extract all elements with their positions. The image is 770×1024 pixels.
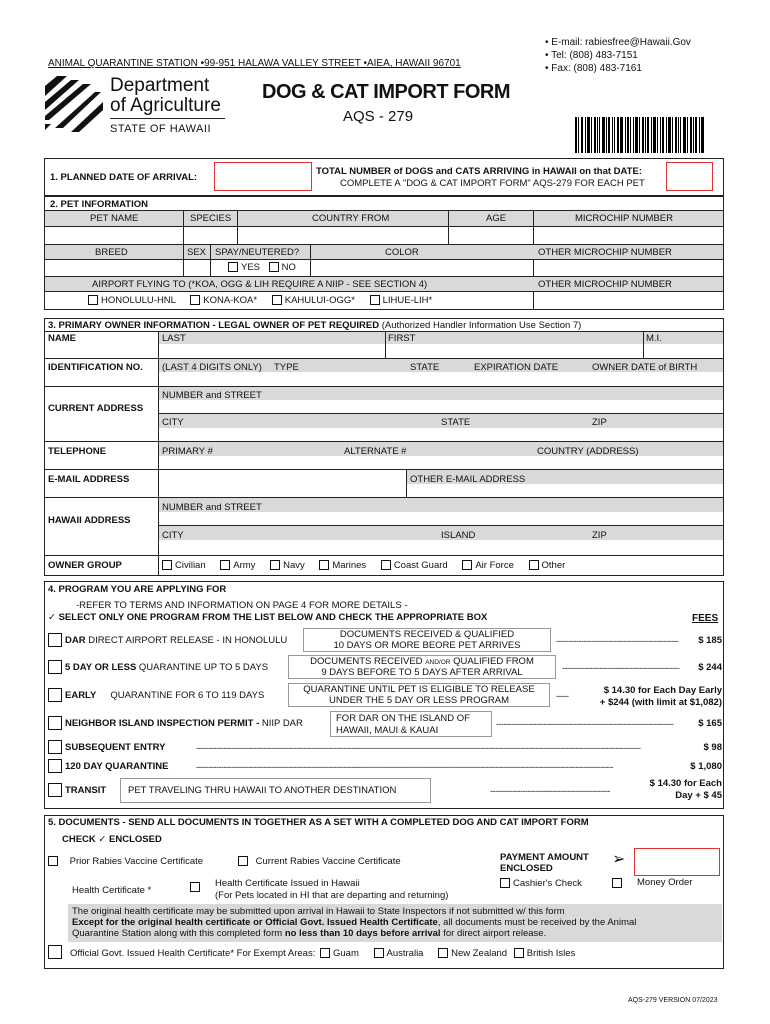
exempt-nz-checkbox[interactable] [438, 948, 448, 958]
spay-header: SPAY/NEUTERED? [215, 247, 300, 258]
group-other-checkbox[interactable] [529, 560, 539, 570]
spay-yes-checkbox[interactable] [228, 262, 238, 272]
owner-title: 3. PRIMARY OWNER INFORMATION - LEGAL OWNER OF PET REQUIRED (Authorized Handler Information Use Section 7) [48, 320, 582, 331]
health-hi-label-1: Health Certificate Issued in Hawaii [215, 878, 360, 889]
dar-fee: $ 185 [698, 635, 722, 646]
prior-rabies-checkbox[interactable] [48, 856, 58, 866]
money-order-checkbox[interactable] [612, 878, 622, 888]
niip-fee: $ 165 [698, 718, 722, 729]
early-req-1: QUARANTINE UNTIL PET IS ELIGIBLE TO RELEASE [303, 684, 535, 695]
owner-dob-label: OWNER DATE of BIRTH [592, 362, 698, 373]
hawaii-zip-label: ZIP [592, 530, 607, 541]
exempt-checkbox[interactable] [48, 945, 62, 959]
health-cert-label: Health Certificate * [72, 885, 152, 896]
exempt-label: Official Govt. Issued Health Certificate* For Exempt Areas: [70, 948, 316, 959]
total-pets-note: COMPLETE A "DOG & CAT IMPORT FORM" AQS-279 FOR EACH PET [340, 178, 645, 189]
program-refer: -REFER TO TERMS AND INFORMATION ON PAGE 4 FOR MORE DETAILS - [76, 600, 408, 611]
other-email-label: OTHER E-MAIL ADDRESS [410, 474, 526, 485]
logo-line-1: Department [110, 75, 210, 96]
alternate-phone-label: ALTERNATE # [344, 446, 407, 457]
documents-note-3: Quarantine Station along with this completed form no less than 10 days before arrival for direct airport release. [72, 928, 547, 939]
niip-label: NEIGHBOR ISLAND INSPECTION PERMIT - NIIP DAR [65, 718, 303, 729]
age-input[interactable] [449, 227, 533, 244]
health-cert-checkbox[interactable] [190, 882, 200, 892]
microchip-input[interactable] [534, 227, 723, 244]
species-header: SPECIES [190, 213, 232, 224]
breed-header: BREED [95, 247, 128, 258]
niip-req-2: HAWAII, MAUI & KAUAI [336, 725, 439, 736]
sex-header: SEX [187, 247, 207, 258]
spay-no-checkbox[interactable] [269, 262, 279, 272]
payment-label-2: ENCLOSED [500, 863, 553, 874]
id-label: IDENTIFICATION NO. [48, 362, 143, 373]
five-day-req-1: DOCUMENTS RECEIVED AND/OR QUALIFIED FROM [310, 656, 534, 667]
contact-info [545, 36, 691, 75]
pet-name-input[interactable] [45, 227, 183, 244]
owner-group-label: OWNER GROUP [48, 560, 122, 571]
hawaii-street-label: NUMBER and STREET [162, 502, 262, 513]
other-microchip-header-2: OTHER MICROCHIP NUMBER [538, 279, 672, 290]
five-day-req-2: 9 DAYS BEFORE TO 5 DAYS AFTER ARRIVAL [321, 667, 523, 678]
logo-line-3: STATE OF HAWAII [110, 123, 211, 135]
group-navy-checkbox[interactable] [270, 560, 280, 570]
microchip-header: MICROCHIP NUMBER [575, 213, 673, 224]
documents-note-2: Except for the original health certificate or Official Govt. Issued Health Certificate, all documents must be received by the Animal [72, 917, 637, 928]
documents-title: 5. DOCUMENTS - SEND ALL DOCUMENTS IN TOGETHER AS A SET WITH A COMPLETED DOG AND CAT IMPORT FORM [48, 817, 589, 828]
id-expiration-label: EXPIRATION DATE [474, 362, 559, 373]
exempt-australia-checkbox[interactable] [374, 948, 384, 958]
id-state-label: STATE [410, 362, 440, 373]
logo-divider [110, 118, 225, 119]
contact-email: • E-mail: rabiesfree@Hawaii.Gov [545, 37, 691, 48]
barcode [575, 117, 705, 153]
dar-label: DAR DIRECT AIRPORT RELEASE - IN HONOLULU [65, 635, 288, 646]
cashiers-check-checkbox[interactable] [500, 878, 510, 888]
day120-fee: $ 1,080 [690, 761, 722, 772]
payment-amount-input[interactable] [634, 848, 720, 876]
exempt-row: Official Govt. Issued Health Certificate* For Exempt Areas: Guam Australia New Zealand British Isles [70, 948, 576, 959]
arrival-date-input[interactable] [214, 162, 312, 191]
id-last4-label: (LAST 4 DIGITS ONLY) [162, 362, 262, 373]
five-day-checkbox[interactable] [48, 660, 62, 674]
arrow-icon: ➢ [612, 851, 626, 868]
contact-tel: • Tel: (808) 483-7151 [545, 50, 638, 61]
arrival-date-label: 1. PLANNED DATE OF ARRIVAL: [50, 172, 198, 183]
spay-no-label: NO [281, 262, 296, 273]
spay-yes-label: YES [241, 262, 261, 273]
niip-checkbox[interactable] [48, 716, 62, 730]
color-header: COLOR [385, 247, 419, 258]
hawaii-island-label: ISLAND [441, 530, 476, 541]
transit-checkbox[interactable] [48, 783, 62, 797]
pet-info-title: 2. PET INFORMATION [50, 199, 148, 210]
documents-check-label: CHECK ✓ ENCLOSED [62, 834, 162, 845]
contact-fax: • Fax: (808) 483-7161 [545, 63, 642, 74]
current-city-label: CITY [162, 417, 184, 428]
early-fee-2: + $244 (with limit at $1,082) [599, 697, 722, 708]
current-rabies-checkbox[interactable] [238, 856, 248, 866]
current-rabies-label: Current Rabies Vaccine Certificate [255, 856, 401, 867]
other-microchip-header: OTHER MICROCHIP NUMBER [538, 247, 672, 258]
footer-version: AQS-279 VERSION 07/2023 [628, 997, 718, 1004]
airport-ogg-checkbox[interactable] [272, 295, 282, 305]
five-day-label: 5 DAY OR LESS QUARANTINE UP TO 5 DAYS [65, 662, 269, 673]
dar-checkbox[interactable] [48, 633, 62, 647]
subsequent-label: SUBSEQUENT ENTRY [65, 742, 166, 753]
telephone-label: TELEPHONE [48, 446, 107, 457]
airport-header: AIRPORT FLYING TO (*KOA, OGG & LIH REQUIRE A NIIP - SEE SECTION 4) [92, 279, 428, 290]
day120-label: 120 DAY QUARANTINE [65, 761, 169, 772]
first-name-label: FIRST [388, 333, 416, 344]
early-req-2: UNDER THE 5 DAY OR LESS PROGRAM [328, 695, 509, 706]
station-address: ANIMAL QUARANTINE STATION •99-951 HALAWA VALLEY STREET •AIEA, HAWAII 96701 [48, 58, 461, 69]
id-type-label: TYPE [274, 362, 299, 373]
day120-checkbox[interactable] [48, 759, 62, 773]
pet-name-header: PET NAME [90, 213, 139, 224]
subsequent-fee: $ 98 [703, 742, 722, 753]
primary-phone-label: PRIMARY # [162, 446, 213, 457]
fees-label: FEES [692, 613, 719, 624]
group-coastguard-checkbox[interactable] [381, 560, 391, 570]
current-address-label: CURRENT ADDRESS [48, 403, 144, 414]
exempt-guam-checkbox[interactable] [320, 948, 330, 958]
age-header: AGE [486, 213, 507, 224]
niip-req-1: FOR DAR ON THE ISLAND OF [336, 713, 470, 724]
airport-koa-checkbox[interactable] [190, 295, 200, 305]
current-street-label: NUMBER and STREET [162, 390, 262, 401]
mi-label: M.I. [646, 333, 662, 344]
money-order-label: Money Order [637, 877, 693, 888]
total-pets-input[interactable] [666, 162, 713, 191]
email-label: E-MAIL ADDRESS [48, 474, 130, 485]
early-fee-1: $ 14.30 for Each Day Early [603, 685, 722, 696]
group-civilian-checkbox[interactable] [162, 560, 172, 570]
country-from-header: COUNTRY FROM [312, 213, 390, 224]
airport-options: HONOLULU-HNL KONA-KOA* KAHULUI-OGG* LIHUE-LIH* [88, 295, 432, 306]
country-address-label: COUNTRY (ADDRESS) [537, 446, 639, 457]
dar-req-2: 10 DAYS OR MORE BEORE PET ARRIVES [333, 640, 521, 651]
five-day-fee: $ 244 [698, 662, 722, 673]
airport-hnl-checkbox[interactable] [88, 295, 98, 305]
program-title: 4. PROGRAM YOU ARE APPLYING FOR [48, 584, 227, 595]
current-state-label: STATE [441, 417, 471, 428]
species-input[interactable] [184, 227, 237, 244]
group-army-checkbox[interactable] [220, 560, 230, 570]
transit-label: TRANSIT [65, 785, 107, 796]
documents-note-1: The original health certificate may be submitted upon arrival in Hawaii to State Inspectors if not submitted w/ this form [72, 906, 565, 917]
group-marines-checkbox[interactable] [319, 560, 329, 570]
country-from-input[interactable] [238, 227, 448, 244]
program-select-note: ✓ SELECT ONLY ONE PROGRAM FROM THE LIST BELOW AND CHECK THE APPROPRIATE BOX [48, 612, 488, 623]
subsequent-checkbox[interactable] [48, 740, 62, 754]
transit-fee-1: $ 14.30 for Each [649, 778, 722, 789]
dar-req-1: DOCUMENTS RECEIVED & QUALIFIED [339, 629, 515, 640]
current-zip-label: ZIP [592, 417, 607, 428]
logo-line-2: of Agriculture [110, 95, 221, 116]
last-name-label: LAST [162, 333, 186, 344]
airport-lih-checkbox[interactable] [370, 295, 380, 305]
early-label: EARLY QUARANTINE FOR 6 TO 119 DAYS [65, 690, 265, 701]
health-hi-label-2: (For Pets located in HI that are departing and returning) [215, 890, 449, 901]
hawaii-address-label: HAWAII ADDRESS [48, 515, 131, 526]
transit-desc: PET TRAVELING THRU HAWAII TO ANOTHER DESTINATION [128, 785, 397, 796]
early-checkbox[interactable] [48, 688, 62, 702]
agriculture-logo [45, 76, 105, 134]
form-code: AQS - 279 [343, 108, 414, 125]
hawaii-city-label: CITY [162, 530, 184, 541]
cashiers-check-label: Cashier's Check [513, 878, 582, 889]
prior-rabies-label: Prior Rabies Vaccine Certificate [69, 856, 204, 867]
owner-group-options: Civilian Army Navy Marines Coast Guard Air Force Other [162, 560, 565, 571]
form-title: DOG & CAT IMPORT FORM [262, 81, 510, 103]
total-pets-label: TOTAL NUMBER of DOGS and CATS ARRIVING in HAWAII on that DATE: [316, 166, 642, 177]
transit-fee-2: Day + $ 45 [675, 790, 722, 801]
payment-label-1: PAYMENT AMOUNT [500, 852, 589, 863]
name-label: NAME [48, 333, 76, 344]
group-airforce-checkbox[interactable] [462, 560, 472, 570]
exempt-british-isles-checkbox[interactable] [514, 948, 524, 958]
